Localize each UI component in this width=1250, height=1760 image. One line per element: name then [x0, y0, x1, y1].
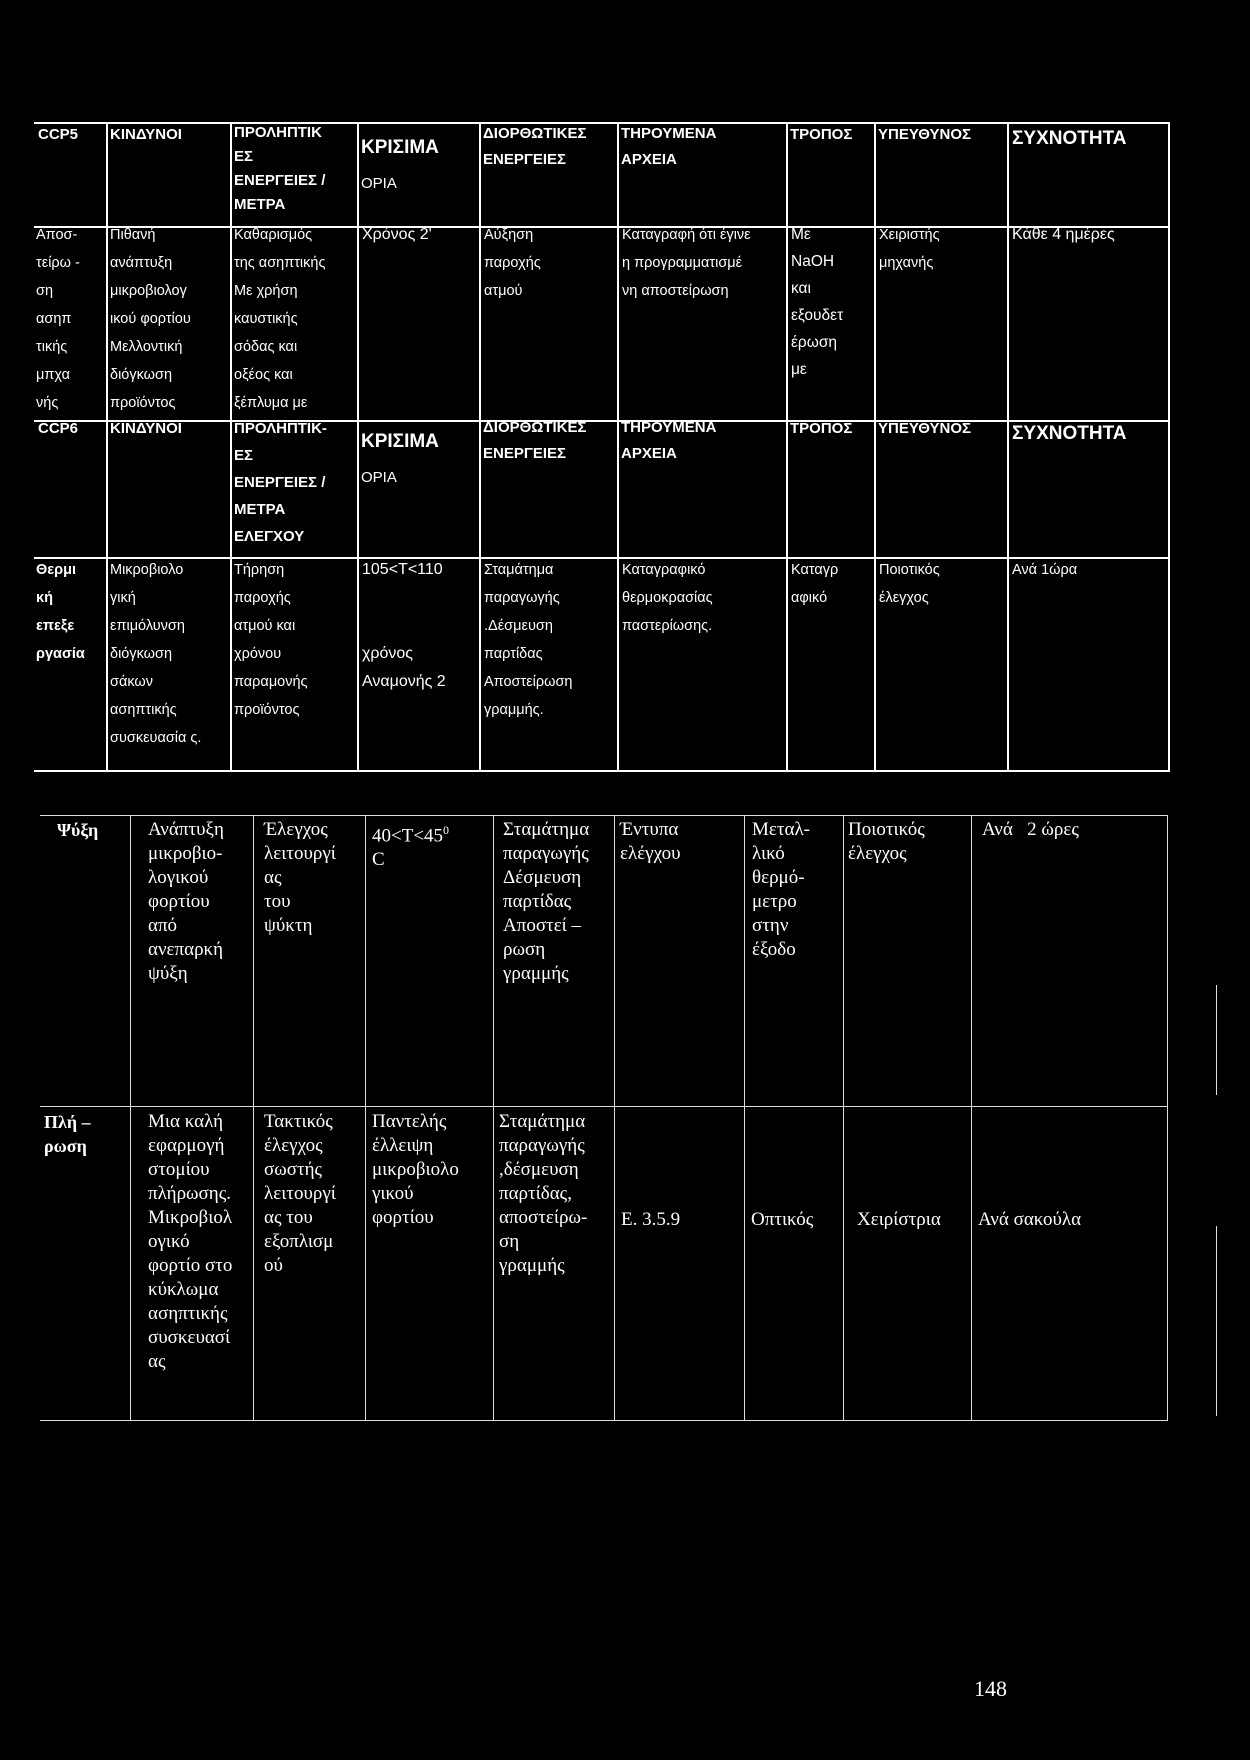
filling-method: Οπτικός — [751, 1209, 814, 1230]
ccp6-hazard: Μικροβιολο γική επιμόλυνση διόγκωση σάκων ασηπτικής συσκευασία ς. — [110, 562, 202, 746]
ccp5-prevent-header: ΠΡΟΛΗΠΤΙΚ ΕΣ ΕΝΕΡΓΕΙΕΣ / ΜΕΤΡΑ — [234, 124, 326, 213]
filling-responsible: Χειρίστρια — [857, 1209, 941, 1230]
filling-frequency: Ανά σακούλα — [978, 1209, 1082, 1230]
ccp6-records: Καταγραφικό θερμοκρασίας παστερίωσης. — [622, 562, 713, 634]
cooling-corrective: Σταμάτημα παραγωγής Δέσμευση παρτίδας Αποστεί – ρωση γραμμής — [503, 819, 590, 984]
ccp5-frequency-header: ΣΥΧΝΟΤΗΤΑ — [1012, 128, 1127, 149]
cooling-responsible: Ποιοτικός έλεγχος — [848, 819, 925, 864]
ccp5-stage: Αποσ- τείρω - ση ασηπ τικής μπχα νής — [36, 227, 80, 411]
ccp5-frequency: Κάθε 4 ημέρες — [1012, 226, 1115, 243]
ccp5-prevent: Καθαρισμός της ασηπτικής Με χρήση καυστικής σόδας και οξέος και ξέπλυμα με — [234, 227, 326, 411]
ccp5-corrective-header: ΔΙΟΡΘΩΤΙΚΕΣ ΕΝΕΡΓΕΙΕΣ — [483, 125, 587, 168]
ccp5-method-header: ΤΡΟΠΟΣ — [790, 126, 853, 143]
ccp6-frequency-header: ΣΥΧΝΟΤΗΤΑ — [1012, 423, 1127, 444]
cooling-stage: Ψύξη — [57, 820, 99, 840]
ccp6-prevent: Τήρηση παροχής ατμού και χρόνου παραμονής προϊόντος — [234, 562, 308, 718]
ccp5-responsible: Χειριστής μηχανής — [879, 227, 940, 271]
cooling-frequency: Ανά 2 ώρες — [982, 819, 1079, 840]
cooling-hazard: Ανάπτυξη μικροβιο- λογικού φορτίου από ανεπαρκή ψύξη — [148, 819, 224, 984]
ccp6-method-header: ΤΡΟΠΟΣ — [790, 420, 853, 437]
ccp5-records-header: ΤΗΡΟΥΜΕΝΑ ΑΡΧΕΙΑ — [621, 125, 717, 168]
ccp6-corrective: Σταμάτημα παραγωγής .Δέσμευση παρτίδας Αποστείρωση γραμμής. — [484, 562, 573, 718]
ccp5-label: CCP5 — [38, 126, 79, 143]
cooling-records: Έντυπα ελέγχου — [620, 819, 681, 864]
ccp5-limits-header: ΚΡΙΣΙΜΑ ΟΡΙΑ — [361, 137, 439, 192]
ccp5-responsible-header: ΥΠΕΥΘΥΝΟΣ — [878, 126, 972, 143]
ccp5-corrective: Αύξηση παροχής ατμού — [484, 227, 541, 299]
cooling-prevent: Έλεγχος λειτουργί ας του ψύκτη — [264, 819, 336, 936]
filling-corrective: Σταμάτημα παραγωγής ,δέσμευση παρτίδας, αποστείρω- ση γραμμής — [499, 1111, 588, 1276]
ccp6-limit: 105<T<110 χρόνος Αναμονής 2 — [362, 561, 446, 690]
ccp6-label: CCP6 — [38, 420, 79, 437]
ccp5-method: Με NaOH και εξουδετ έρωση με — [791, 226, 844, 378]
filling-hazard: Μια καλή εφαρμογή στομίου πλήρωσης. Μικροβιολ ογικό φορτίο στο κύκλωμα ασηπτικής συσκευασί ας — [148, 1111, 233, 1372]
ccp6-corrective-header: ΔΙΟΡΘΩΤΙΚΕΣ ΕΝΕΡΓΕΙΕΣ — [483, 419, 587, 462]
filling-records: Ε. 3.5.9 — [621, 1209, 681, 1230]
ccp6-limits-header: ΚΡΙΣΙΜΑ ΟΡΙΑ — [361, 431, 439, 486]
ccp6-prevent-header: ΠΡΟΛΗΠΤΙΚ- ΕΣ ΕΝΕΡΓΕΙΕΣ / ΜΕΤΡΑ ΕΛΕΓΧΟΥ — [234, 420, 327, 545]
ccp6-method: Καταγρ αφικό — [791, 562, 839, 606]
ccp6-frequency: Ανά 1ώρα — [1012, 562, 1078, 578]
filling-stage: Πλή – ρωση — [44, 1112, 91, 1156]
ccp6-stage: Θερμι κή επεξε ργασία — [36, 562, 85, 662]
filling-prevent: Τακτικός έλεγχος σωστής λειτουργί ας του εξοπλισμ ού — [264, 1111, 336, 1276]
cooling-method: Μεταλ- λικό θερμό- μετρο στην έξοδο — [752, 819, 811, 960]
ccp5-hazard: Πιθανή ανάπτυξη μικροβιολογ ικού φορτίου Μελλοντική διόγκωση προϊόντος — [110, 227, 191, 411]
cooling-limit: $40<T<45^0$ C — [372, 823, 450, 871]
page-number: 148 — [974, 1676, 1007, 1701]
ccp6-responsible-header: ΥΠΕΥΘΥΝΟΣ — [878, 420, 972, 437]
ccp5-records: Καταγραφή ότι έγινε η προγραμματισμέ νη αποστείρωση — [622, 227, 751, 299]
ccp6-hazards-header: ΚΙΝΔΥΝΟΙ — [110, 420, 182, 437]
ccp5-hazards-header: ΚΙΝΔΥΝΟΙ — [110, 126, 182, 143]
ccp6-records-header: ΤΗΡΟΥΜΕΝΑ ΑΡΧΕΙΑ — [621, 419, 717, 462]
ccp6-responsible: Ποιοτικός έλεγχος — [879, 562, 940, 606]
ccp5-limit: Χρόνος 2' — [362, 226, 432, 243]
filling-limit: Παντελής έλλειψη μικροβιολο γικού φορτίου — [372, 1111, 459, 1228]
